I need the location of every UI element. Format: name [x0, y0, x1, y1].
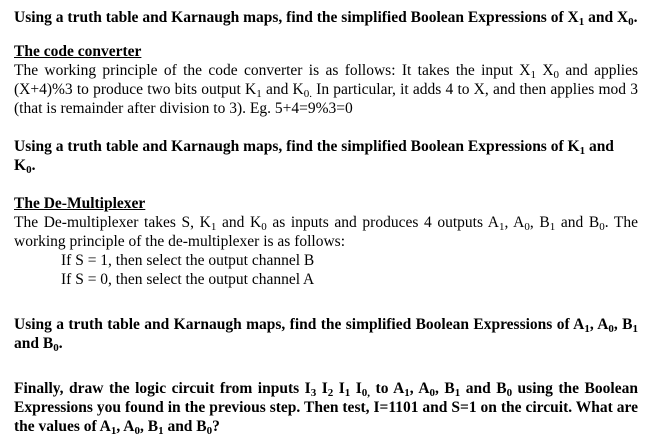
document-body: [14, 8, 638, 436]
final-question: Finally, draw the logic circuit from inputs $I_3$ $I_2$ $I_1$ $I_{0,}$ to $A_1$, $A_0$, $B_1$ and $B_0$ using the Boolean Expressions you found in the previous step. Then test, I=1101 and S=1 on the circuit. What are the values of $A_1$, $A_0$, $B_1$ and $B_0$?: [14, 380, 638, 437]
demux-paragraph: The De-multiplexer takes S, $K_1$ and $K_0$ as inputs and produces 4 outputs $A_1$, $A_0$, $B_1$ and $B_0$. The working principle of the de-multiplexer is as follows:: [14, 214, 639, 250]
demux-rule-s0: If S = 0, then select the output channel A: [61, 271, 315, 288]
question-1: Using a truth table and Karnaugh maps, find the simplified Boolean Expressions of $X_1$ and $X_0$.: [14, 9, 638, 28]
question-2: Using a truth table and Karnaugh maps, find the simplified Boolean Expressions of $K_1$ and $K_0$.: [14, 138, 614, 176]
demux-heading: The De-Multiplexer: [14, 195, 146, 212]
demux-rule-s1: If S = 1, then select the output channel B: [61, 252, 315, 269]
code-converter-paragraph: The working principle of the code converter is as follows: It takes the input $X_1$ $X_0$ and applies (X+4)%3 to produce two bits output $K_1$ and $K_{0.}$ In particular, it adds 4 to X, and then applies mod 3 (that is remainder after division to 3). Eg. 5+4=9%3=0: [14, 62, 638, 117]
question-3: Using a truth table and Karnaugh maps, find the simplified Boolean Expressions of $A_1$, $A_0$, $B_1$ and $B_0$.: [14, 316, 639, 354]
code-converter-heading: The code converter: [14, 43, 142, 60]
